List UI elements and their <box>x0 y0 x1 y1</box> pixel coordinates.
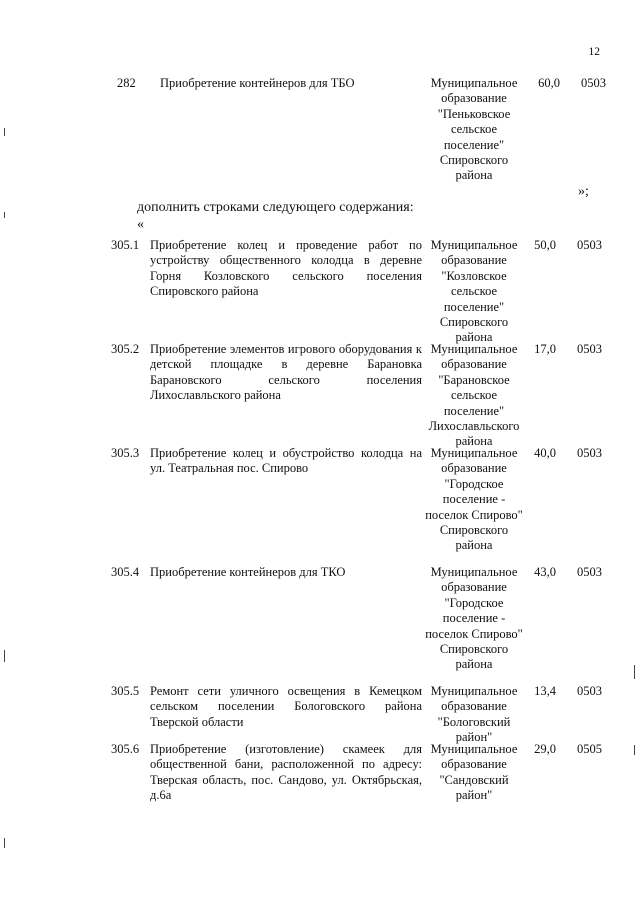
opening-quote: « <box>137 217 144 232</box>
row-number: 305.6 <box>111 742 140 756</box>
scan-mark <box>4 650 5 662</box>
row-number: 305.5 <box>111 684 140 698</box>
row-description: Ремонт сети уличного освещения в Кемецком сельском поселении Бологовского района Тверской области <box>150 684 422 729</box>
row-organization: Муниципальное образование "Козловское сельское поселение" Спировского района <box>430 238 518 345</box>
row-amount: 17,0 <box>534 342 556 356</box>
row-organization: Муниципальное образование "Бологовский район" <box>430 684 518 745</box>
row-number: 305.3 <box>111 446 140 460</box>
row-code: 0503 <box>577 684 602 698</box>
row-code: 0503 <box>577 565 602 579</box>
row-amount: 43,0 <box>534 565 556 579</box>
page-number: 12 <box>588 46 600 58</box>
scan-mark <box>4 128 5 136</box>
row-number: 305.1 <box>111 238 140 252</box>
row-number: 305.4 <box>111 565 140 579</box>
row-organization: Муниципальное образование "Городское поселение - поселок Спирово" Спировского района <box>425 565 523 672</box>
scan-mark <box>4 838 5 848</box>
scan-mark <box>4 212 5 218</box>
row-description: Приобретение колец и обустройство колодца на ул. Театральная пос. Спирово <box>150 446 422 476</box>
row-organization: Муниципальное образование "Сандовский район" <box>430 742 518 803</box>
scan-mark <box>634 745 635 755</box>
row-number: 282 <box>117 76 136 90</box>
row-code: 0503 <box>577 238 602 252</box>
scan-mark <box>634 665 635 679</box>
row-code: 0505 <box>577 742 602 756</box>
row-description: Приобретение контейнеров для ТБО <box>160 76 355 90</box>
row-amount: 60,0 <box>538 76 560 90</box>
row-description: Приобретение колец и проведение работ по устройству общественного колодца в деревне Горня Козловского сельского поселения Спировского района <box>150 238 422 299</box>
row-amount: 29,0 <box>534 742 556 756</box>
closing-quote: »; <box>578 184 589 199</box>
row-code: 0503 <box>581 76 606 90</box>
row-description: Приобретение контейнеров для ТКО <box>150 565 346 579</box>
row-organization: Муниципальное образование "Городское поселение - поселок Спирово" Спировского района <box>425 446 523 553</box>
row-organization: Муниципальное образование "Барановское сельское поселение" Лихославльского района <box>428 342 520 449</box>
row-description: Приобретение (изготовление) скамеек для общественной бани, расположенной по адресу: Тверская область, пос. Сандово, ул. Октябрьская, д.6а <box>150 742 422 803</box>
row-amount: 13,4 <box>534 684 556 698</box>
row-code: 0503 <box>577 446 602 460</box>
row-code: 0503 <box>577 342 602 356</box>
row-description: Приобретение элементов игрового оборудования к детской площадке в деревне Барановка Барановского сельского поселения Лихославльского района <box>150 342 422 403</box>
row-amount: 50,0 <box>534 238 556 252</box>
row-amount: 40,0 <box>534 446 556 460</box>
row-organization: Муниципальное образование "Пеньковское сельское поселение" Спировского района <box>430 76 518 183</box>
intro-text: дополнить строками следующего содержания: <box>137 200 414 215</box>
row-number: 305.2 <box>111 342 140 356</box>
